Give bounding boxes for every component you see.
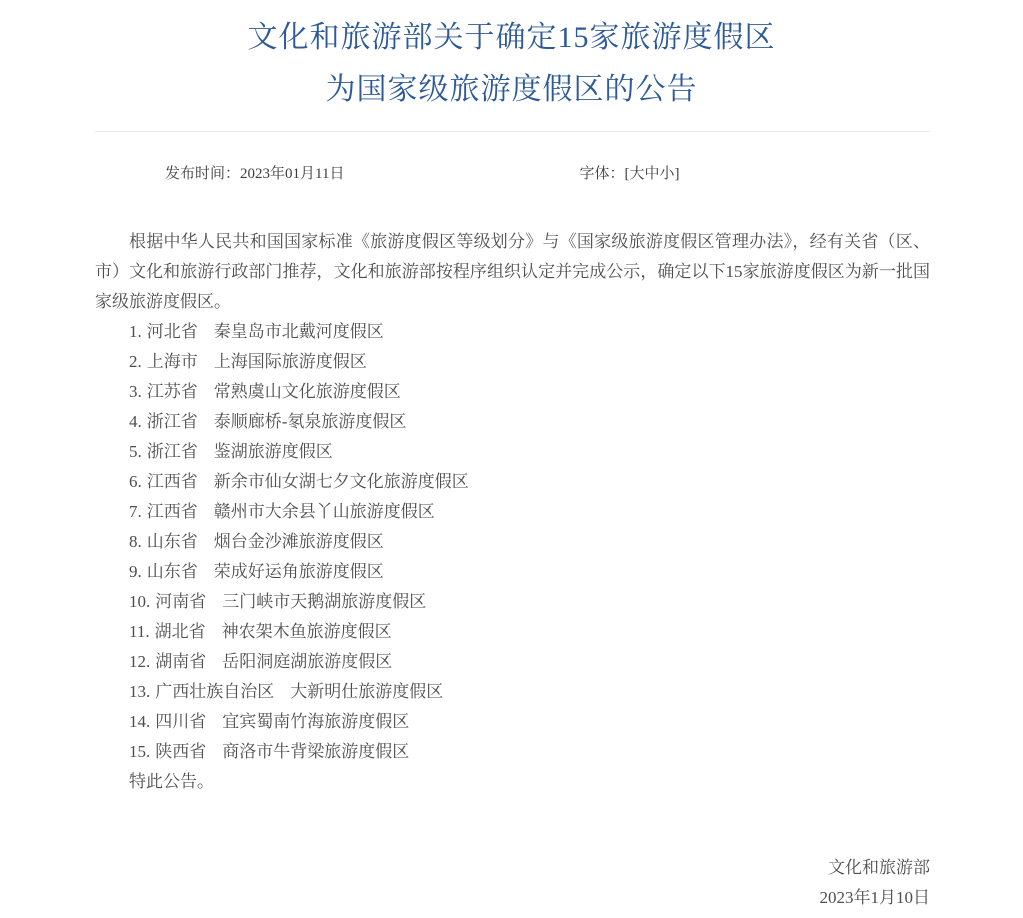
publish-time-label: 发布时间： bbox=[165, 166, 241, 182]
publish-time bbox=[165, 162, 344, 183]
resort-list-item bbox=[95, 467, 930, 497]
resort-name: 神农架木鱼旅游度假区 bbox=[221, 622, 392, 641]
resort-name: 荣成好运角旅游度假区 bbox=[213, 562, 384, 581]
resort-name: 赣州市大余县丫山旅游度假区 bbox=[213, 502, 435, 521]
font-size-control bbox=[579, 162, 679, 183]
resort-number: 4. bbox=[129, 412, 142, 431]
signature-org: 文化和旅游部 bbox=[828, 858, 930, 877]
resort-province: 浙江省 bbox=[146, 412, 198, 431]
resort-name: 商洛市牛背梁旅游度假区 bbox=[222, 742, 410, 761]
resort-list-item bbox=[95, 407, 930, 437]
publish-date: 2023年01月11日 bbox=[240, 166, 345, 182]
signature-date: 2023年1月10日 bbox=[819, 888, 930, 907]
resort-name: 宜宾蜀南竹海旅游度假区 bbox=[222, 712, 410, 731]
resort-list-item bbox=[95, 437, 930, 467]
body-paragraph: 根据中华人民共和国国家标准《旅游度假区等级划分》与《国家级旅游度假区管理办法》，经有关省（区、市）文化和旅游行政部门推荐，文化和旅游部按程序组织认定并完成公示，确定以下15家旅游度假区为新一批国家级旅游度假区。 bbox=[95, 232, 930, 311]
font-size-label: 字体： bbox=[579, 166, 625, 182]
meta-row bbox=[95, 132, 930, 227]
resort-number: 12. bbox=[129, 652, 151, 671]
resort-number: 3. bbox=[129, 382, 142, 401]
resort-province: 江苏省 bbox=[146, 382, 198, 401]
resort-province: 广西壮族自治区 bbox=[155, 682, 275, 701]
resort-province: 四川省 bbox=[155, 712, 207, 731]
resort-number: 7. bbox=[129, 502, 142, 521]
resort-province: 浙江省 bbox=[146, 442, 198, 461]
resort-list bbox=[95, 317, 930, 767]
resort-list-item bbox=[95, 347, 930, 377]
resort-list-item bbox=[95, 677, 930, 707]
resort-list-item bbox=[95, 317, 930, 347]
resort-list-item bbox=[95, 707, 930, 737]
resort-province: 江西省 bbox=[146, 502, 198, 521]
resort-name: 大新明仕旅游度假区 bbox=[290, 682, 444, 701]
resort-list-item bbox=[95, 377, 930, 407]
resort-name: 岳阳洞庭湖旅游度假区 bbox=[222, 652, 393, 671]
resort-province: 上海市 bbox=[146, 352, 198, 371]
announcement-content bbox=[95, 227, 930, 913]
resort-list-item bbox=[95, 617, 930, 647]
resort-name: 上海国际旅游度假区 bbox=[213, 352, 367, 371]
resort-province: 山东省 bbox=[146, 532, 198, 551]
resort-name: 秦皇岛市北戴河度假区 bbox=[213, 322, 384, 341]
resort-name: 常熟虞山文化旅游度假区 bbox=[213, 382, 401, 401]
font-size-switcher[interactable]: [大中小] bbox=[624, 166, 680, 182]
resort-list-item bbox=[95, 587, 930, 617]
page-title-line-1: 文化和旅游部关于确定15家旅游度假区 bbox=[247, 21, 776, 54]
resort-number: 2. bbox=[129, 352, 142, 371]
resort-name: 三门峡市天鹅湖旅游度假区 bbox=[222, 592, 427, 611]
resort-list-item bbox=[95, 647, 930, 677]
resort-list-item bbox=[95, 497, 930, 527]
resort-number: 11. bbox=[129, 622, 150, 641]
resort-number: 15. bbox=[129, 742, 151, 761]
resort-list-item bbox=[95, 557, 930, 587]
resort-name: 鉴湖旅游度假区 bbox=[213, 442, 333, 461]
resort-name: 新余市仙女湖七夕文化旅游度假区 bbox=[213, 472, 469, 491]
resort-list-item bbox=[95, 737, 930, 767]
resort-province: 山东省 bbox=[146, 562, 198, 581]
resort-number: 8. bbox=[129, 532, 142, 551]
resort-number: 1. bbox=[129, 322, 142, 341]
resort-province: 陕西省 bbox=[155, 742, 207, 761]
resort-number: 9. bbox=[129, 562, 142, 581]
resort-number: 6. bbox=[129, 472, 142, 491]
page-title-line-2: 为国家级旅游度假区的公告 bbox=[325, 73, 698, 106]
resort-province: 湖南省 bbox=[155, 652, 207, 671]
signature-block bbox=[95, 853, 930, 913]
resort-number: 13. bbox=[129, 682, 151, 701]
resort-list-item bbox=[95, 527, 930, 557]
resort-province: 湖北省 bbox=[154, 622, 206, 641]
resort-name: 烟台金沙滩旅游度假区 bbox=[213, 532, 384, 551]
page-title bbox=[0, 0, 1023, 116]
closing-line: 特此公告。 bbox=[129, 772, 214, 791]
resort-province: 河南省 bbox=[155, 592, 207, 611]
resort-name: 泰顺廊桥-氡泉旅游度假区 bbox=[213, 412, 407, 431]
resort-number: 14. bbox=[129, 712, 151, 731]
resort-number: 5. bbox=[129, 442, 142, 461]
resort-number: 10. bbox=[129, 592, 151, 611]
resort-province: 河北省 bbox=[146, 322, 198, 341]
resort-province: 江西省 bbox=[146, 472, 198, 491]
